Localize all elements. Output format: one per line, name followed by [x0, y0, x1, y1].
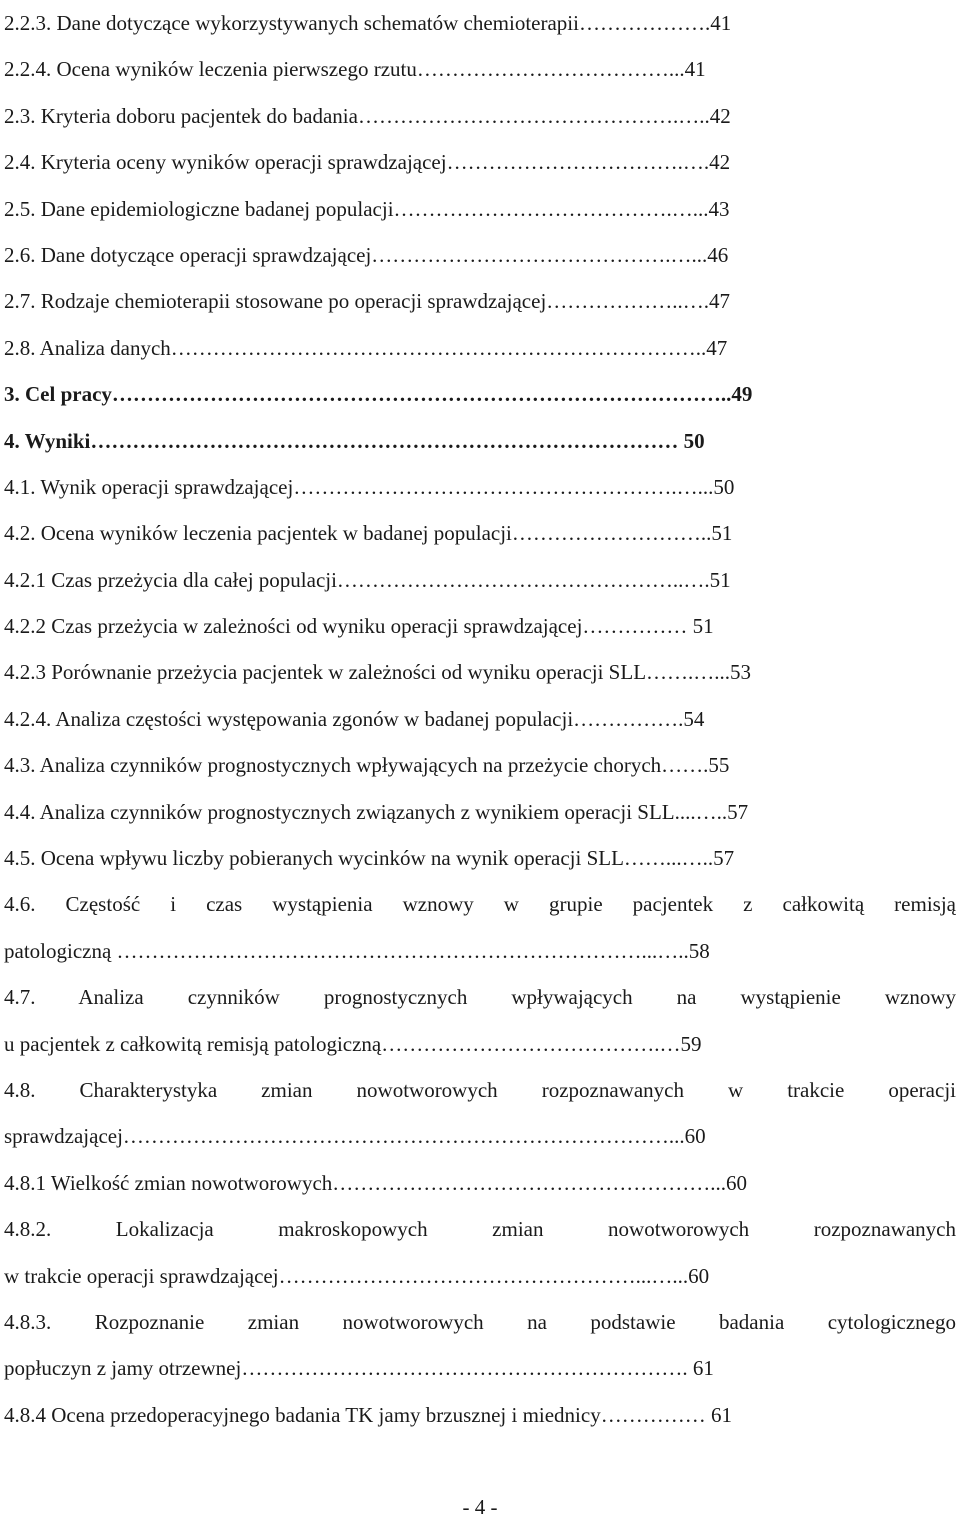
toc-entry: sprawdzającej……………………………………………………………………...60 [4, 1124, 706, 1149]
toc-entry: 4.6. Częstość i czas wystąpienia wznowy w grupie pacjentek z całkowitą remisją [4, 892, 956, 917]
toc-entry: popłuczyn z jamy otrzewnej………………………………………………………. 61 [4, 1356, 714, 1381]
toc-entry: 4.2. Ocena wyników leczenia pacjentek w badanej populacji………………………..51 [4, 521, 733, 546]
toc-entry: 3. Cel pracy……………………………………………………………………………..49 [4, 382, 753, 407]
toc-entry: 2.8. Analiza danych…………………………………………………………………..47 [4, 335, 728, 360]
toc-entry: 4.8.1 Wielkość zmian nowotworowych………………………………………………...60 [4, 1170, 748, 1195]
toc-entry: 2.5. Dane epidemiologiczne badanej populacji………………………………….…...43 [4, 196, 730, 221]
toc-entry: 4.5. Ocena wpływu liczby pobieranych wycinków na wynik operacji SLL……...…..57 [4, 846, 735, 871]
table-of-contents [4, 0, 956, 1438]
toc-entry: 4.2.1 Czas przeżycia dla całej populacji…………………………………………..….51 [4, 567, 731, 592]
toc-entry: u pacjentek z całkowitą remisją patologiczną………………………………….…59 [4, 1031, 702, 1056]
toc-entry: 4.8. Charakterystyka zmian nowotworowych rozpoznawanych w trakcie operacji [4, 1077, 956, 1102]
toc-entry: 2.3. Kryteria doboru pacjentek do badania……………………………………….…..42 [4, 103, 731, 128]
toc-entry: 2.4. Kryteria oceny wyników operacji sprawdzającej…………………………….….42 [4, 150, 731, 175]
toc-entry: 2.2.3. Dane dotyczące wykorzystywanych schematów chemioterapii……………….41 [4, 11, 732, 35]
toc-entry: 4.8.3. Rozpoznanie zmian nowotworowych na podstawie badania cytologicznego [4, 1309, 956, 1334]
toc-entry: patologiczną …………………………………………………………………...…..58 [4, 938, 710, 963]
toc-entry: 4.3. Analiza czynników prognostycznych wpływających na przeżycie chorych…….55 [4, 753, 730, 778]
toc-entry: 4. Wyniki………………………………………………………………………… 50 [4, 428, 705, 453]
toc-entry: 4.2.3 Porównanie przeżycia pacjentek w zależności od wyniku operacji SLL…….…...53 [4, 660, 752, 685]
toc-entry: 4.8.4 Ocena przedoperacyjnego badania TK jamy brzusznej i miednicy…………… 61 [4, 1402, 732, 1427]
toc-entry: 2.6. Dane dotyczące operacji sprawdzającej…………………………………….…...46 [4, 242, 729, 267]
page-number: - 4 - [462, 1495, 498, 1519]
toc-entry: w trakcie operacji sprawdzającej……………………………………………...…...60 [4, 1263, 710, 1288]
toc-entry: 4.8.2. Lokalizacja makroskopowych zmian nowotworowych rozpoznawanych [4, 1217, 956, 1242]
toc-entry: 4.2.2 Czas przeżycia w zależności od wyniku operacji sprawdzającej…………… 51 [4, 614, 714, 639]
toc-entry: 2.2.4. Ocena wyników leczenia pierwszego rzutu………………………………...41 [4, 57, 706, 82]
toc-entry: 4.1. Wynik operacji sprawdzającej……………………………………………….…...50 [4, 474, 735, 499]
toc-entry: 4.4. Analiza czynników prognostycznych związanych z wynikiem operacji SLL....…..57 [4, 799, 749, 824]
toc-entry: 4.7. Analiza czynników prognostycznych wpływających na wystąpienie wznowy [4, 985, 956, 1010]
toc-entry: 2.7. Rodzaje chemioterapii stosowane po operacji sprawdzającej………………..….47 [4, 289, 731, 314]
toc-entry: 4.2.4. Analiza częstości występowania zgonów w badanej populacji…………….54 [4, 706, 705, 731]
